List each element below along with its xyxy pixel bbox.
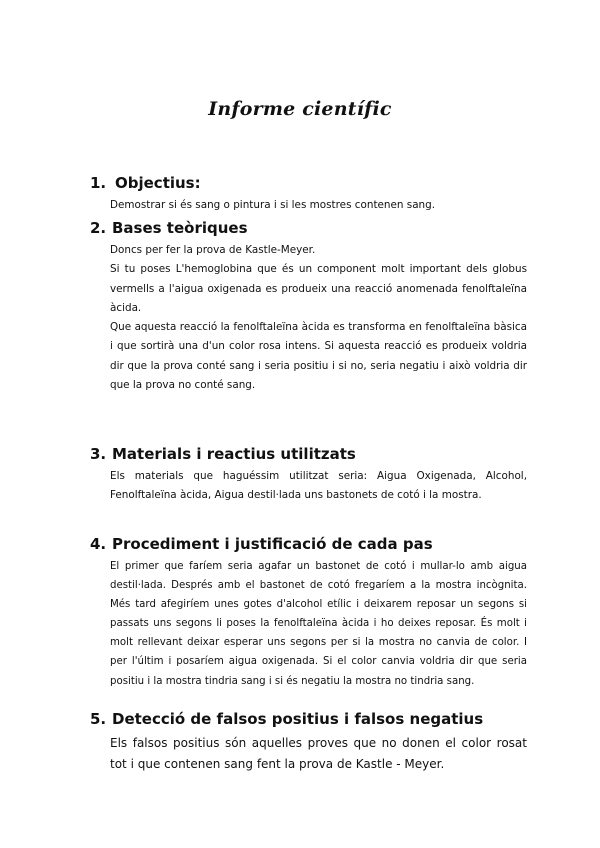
section-body-procediment bbox=[110, 557, 527, 691]
paragraph: El primer que faríem seria agafar un bastonet de cotó i mullar-lo amb aigua destil·lada. Després amb el bastonet de cotó fregaríem a la mostra incògnita. Més tard afegiríem unes gotes d'alcohol etílic i deixarem reposar un segons si passats uns segons li poses la fenolftaleïna àcida i ho deixes reposar. És molt i molt rellevant deixar esperar uns segons per si la mostra no canvia de color. I per l'últim i posaríem aigua oxigenada. Si el color canvia voldria dir que seria positiu i la mostra tindria sang i si és negatiu la mostra no tindria sang. bbox=[110, 561, 527, 687]
section-title: Bases teòriques bbox=[112, 219, 248, 237]
section-number: 5. bbox=[90, 710, 107, 728]
paragraph: Demostrar si és sang o pintura i si les mostres contenen sang. bbox=[110, 199, 436, 211]
section-body-materials bbox=[110, 467, 527, 506]
section-title: Procediment i justificació de cada pas bbox=[112, 535, 433, 553]
section-heading-bases-teoriques bbox=[90, 218, 248, 238]
section-body-objectius bbox=[110, 196, 527, 215]
section-heading-materials bbox=[90, 444, 356, 464]
section-title: Detecció de falsos positius i falsos negatius bbox=[112, 710, 484, 728]
section-title: Objectius: bbox=[115, 174, 201, 192]
section-body-deteccio bbox=[110, 733, 527, 775]
paragraph: Que aquesta reacció la fenolftaleïna àcida es transforma en fenolftaleïna bàsica i que sortirà una d'un color rosa intens. Si aquesta reacció es produeix voldria dir que la prova conté sang i seria positiu i si no, seria negatiu i això voldria dir que la prova no conté sang. bbox=[110, 321, 527, 392]
section-number: 2. bbox=[90, 219, 107, 237]
section-number: 3. bbox=[90, 445, 107, 463]
paragraph: Els falsos positius són aquelles proves que no donen el color rosat tot i que contenen sang fent la prova de Kastle - Meyer. bbox=[110, 736, 527, 771]
section-number: 4. bbox=[90, 535, 107, 553]
section-title: Materials i reactius utilitzats bbox=[112, 445, 356, 463]
section-number: 1. bbox=[90, 174, 107, 192]
paragraph: Doncs per fer la prova de Kastle-Meyer. bbox=[110, 244, 316, 256]
section-heading-deteccio bbox=[90, 709, 483, 729]
paragraph: Si tu poses L'hemoglobina que és un component molt important dels globus vermells a l'aigua oxigenada es produeix una reacció anomenada fenolftaleïna àcida. bbox=[110, 263, 527, 314]
paragraph: Els materials que haguéssim utilitzat seria: Aigua Oxigenada, Alcohol, Fenolftaleïna àcida, Aigua destil·lada uns bastonets de cotó i la mostra. bbox=[110, 470, 527, 502]
section-heading-procediment bbox=[90, 534, 433, 554]
section-heading-objectius bbox=[90, 173, 201, 193]
document-title: Informe científic bbox=[208, 98, 392, 120]
section-body-bases-teoriques bbox=[110, 241, 527, 395]
